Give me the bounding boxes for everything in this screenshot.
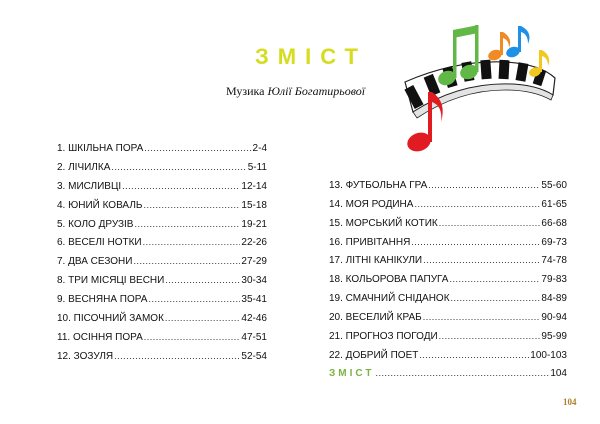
page-title: ЗМІСТ [255,44,367,69]
toc-entry-title: 1. ШКІЛЬНА ПОРА [57,143,144,154]
toc-entry-title: 16. ПРИВІТАННЯ [329,236,411,248]
piano-notes-illustration [395,20,560,160]
toc-entry-title: 14. МОЯ РОДИНА [329,198,414,210]
toc-entry-pages: 5-11 [247,161,267,173]
toc-entry[interactable] [57,351,267,370]
toc-entry-title: 11. ОСІННЯ ПОРА [57,331,143,343]
toc-entry[interactable] [57,313,267,332]
toc-entry-title: 4. ЮНИЙ КОВАЛЬ [57,199,143,211]
toc-entry[interactable] [329,312,567,331]
toc-entry-pages: 2-4 [252,143,267,154]
toc-entry[interactable] [329,255,567,274]
toc-entry-title: 15. МОРСЬКИЙ КОТИК [329,217,438,229]
toc-entry-pages: 47-51 [241,331,267,343]
toc-entry-pages: 79-83 [541,274,567,286]
toc-entry[interactable] [57,237,267,256]
toc-entry[interactable] [57,143,267,162]
toc-entry-title: 7. ДВА СЕЗОНИ [57,256,133,268]
toc-entry[interactable] [57,181,267,200]
music-label: Музика [226,84,265,98]
toc-entry-title: 22. ДОБРИЙ ПОЕТ [329,349,419,361]
toc-entry-pages: 69-73 [541,236,567,248]
orange-note-icon [487,32,510,62]
toc-entry-contents[interactable] [329,368,567,387]
toc-entry-title: 20. ВЕСЕЛИЙ КРАБ [329,311,422,323]
toc-entry-title: 19. СМАЧНИЙ СНІДАНОК [329,293,450,305]
toc-entry-title: ЗМІСТ [329,368,375,380]
toc-entry[interactable] [329,199,567,218]
toc-entry-pages: 66-68 [541,217,567,229]
toc-entry[interactable] [329,237,567,256]
toc-entry-pages: 12-14 [241,180,267,192]
toc-entry-pages: 19-21 [241,218,267,230]
toc-entry-title: 9. ВЕСНЯНА ПОРА [57,294,148,306]
toc-entry-title: 10. ПІСОЧНИЙ ЗАМОК [57,313,164,325]
toc-entry-pages: 35-41 [241,294,267,306]
toc-entry-pages: 22-26 [241,237,267,249]
toc-entry[interactable] [329,218,567,237]
toc-entry-title: 21. ПРОГНОЗ ПОГОДИ [329,330,438,342]
toc-entry-pages: 30-34 [241,275,267,287]
toc-entry-pages: 52-54 [241,350,267,362]
toc-entry[interactable] [57,275,267,294]
toc-entry[interactable] [57,294,267,313]
toc-entry-pages: 42-46 [241,313,267,325]
toc-entry-pages: 61-65 [541,198,567,210]
toc-entry[interactable] [57,332,267,351]
toc-entry-title: 18. КОЛЬОРОВА ПАПУГА [329,274,449,286]
toc-entry[interactable] [329,274,567,293]
toc-entry-title: 17. ЛІТНІ КАНІКУЛИ [329,255,423,267]
toc-entry-pages: 74-78 [541,255,567,267]
toc-entry-pages: 104 [550,368,567,380]
toc-entry[interactable] [57,256,267,275]
toc-entry-title: 3. МИСЛИВЦІ [57,180,122,192]
toc-entry-title: 6. ВЕСЕЛІ НОТКИ [57,237,142,249]
toc-entry[interactable] [57,162,267,181]
toc-right-column [329,180,567,387]
toc-entry[interactable] [329,350,567,369]
toc-entry-pages: 15-18 [241,199,267,211]
toc-entry[interactable] [329,293,567,312]
toc-entry[interactable] [57,200,267,219]
toc-entry-title: 5. КОЛО ДРУЗІВ [57,218,134,230]
toc-entry-pages: 90-94 [541,311,567,323]
toc-entry[interactable] [57,219,267,238]
page-number: 104 [563,397,577,407]
toc-entry-title: 8. ТРИ МІСЯЦІ ВЕСНИ [57,275,165,287]
toc-entry[interactable] [329,331,567,350]
toc-entry[interactable] [329,180,567,199]
toc-entry-title: 12. ЗОЗУЛЯ [57,350,114,362]
toc-entry-title: 13. ФУТБОЛЬНА ГРА [329,180,428,191]
toc-entry-pages: 95-99 [541,330,567,342]
music-author: Юлії Богатирьової [267,84,366,98]
toc-entry-pages: 27-29 [241,256,267,268]
toc-entry-pages: 55-60 [541,180,567,191]
toc-entry-title: 2. ЛІЧИЛКА [57,161,111,173]
toc-left-column [57,143,267,370]
toc-entry-pages: 84-89 [541,293,567,305]
music-credit [226,84,365,99]
toc-entry-pages: 100-103 [530,349,567,361]
